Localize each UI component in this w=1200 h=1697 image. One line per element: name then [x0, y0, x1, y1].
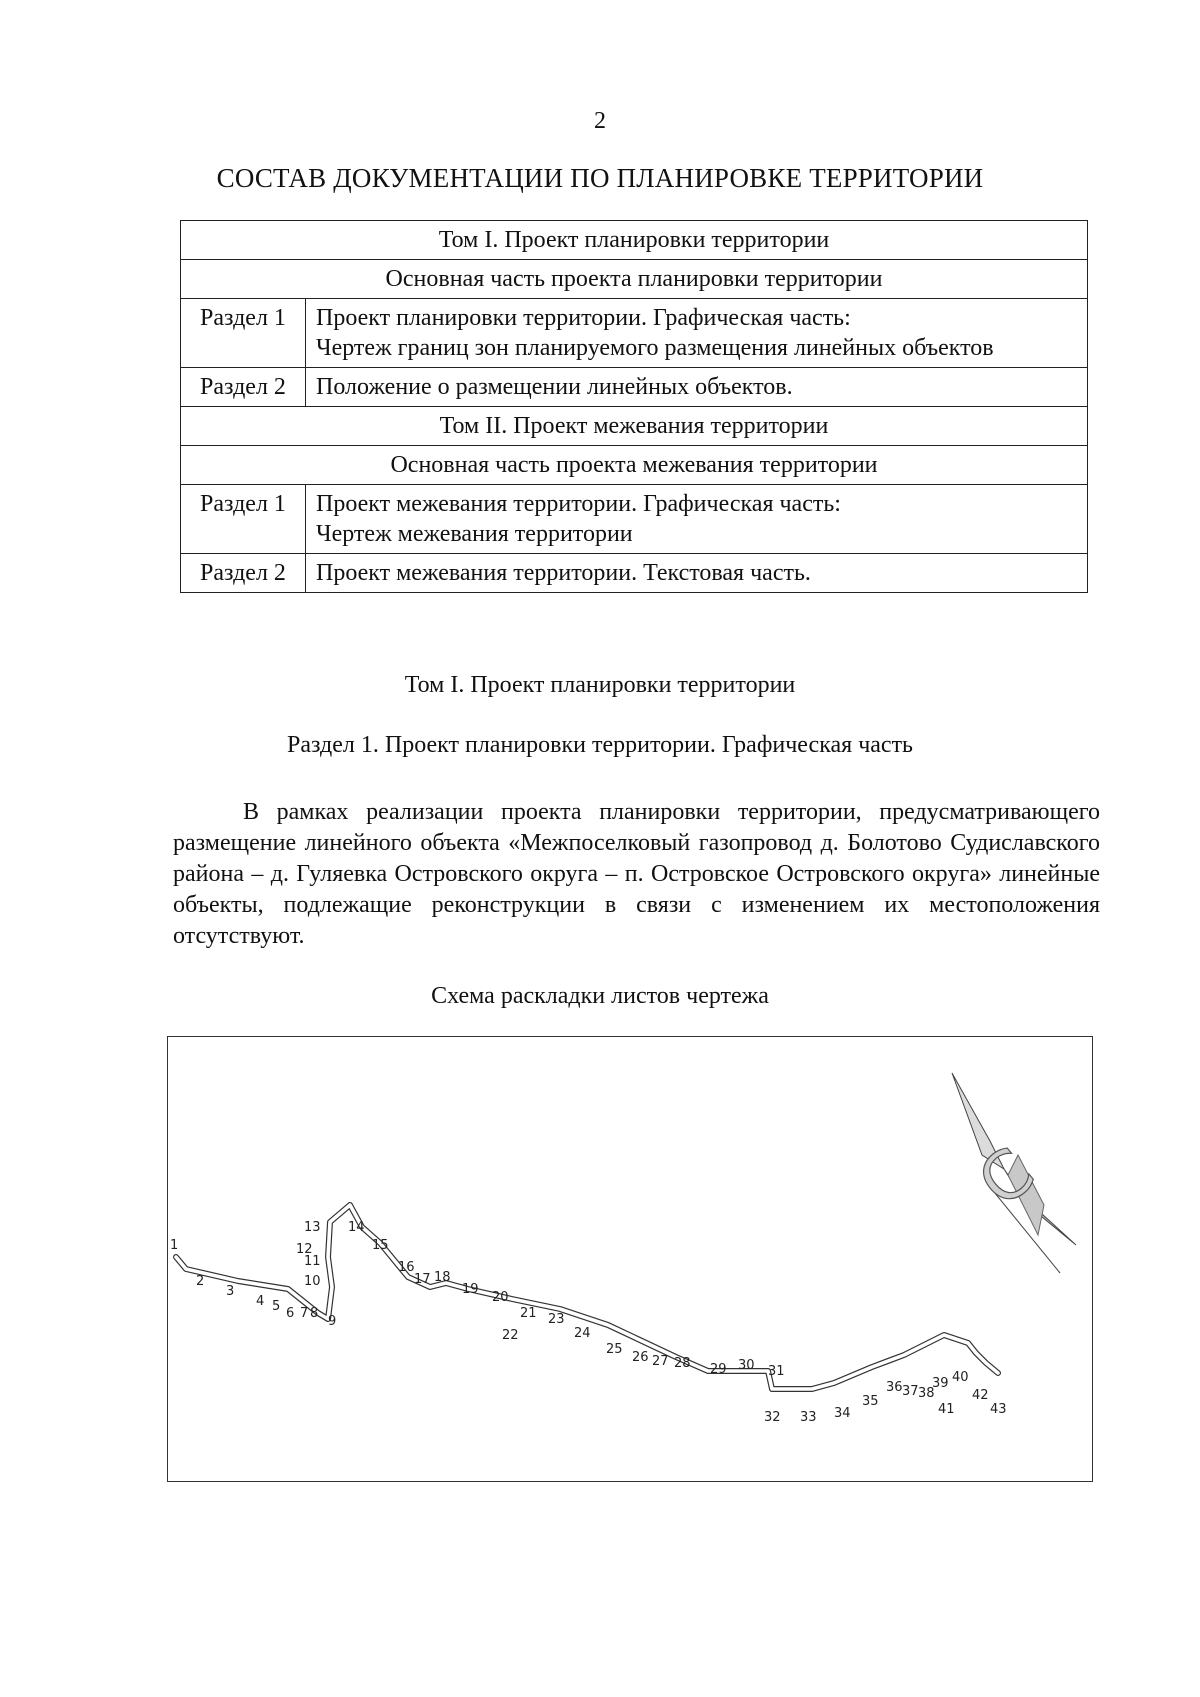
- table-row: [181, 260, 1088, 299]
- sheet-number-label: 41: [938, 1402, 955, 1417]
- sheet-number-label: 19: [462, 1282, 479, 1297]
- table-row: [181, 446, 1088, 485]
- section-description: [306, 299, 1088, 368]
- table-row: [181, 368, 1088, 407]
- contents-table: [180, 220, 1088, 593]
- volume-2-title: Том II. Проект межевания территории: [181, 407, 1088, 446]
- section-description: Проект межевания территории. Текстовая часть.: [306, 554, 1088, 593]
- sheet-number-label: 6: [286, 1306, 295, 1321]
- sheet-number-label: 34: [834, 1406, 851, 1421]
- section-label: Раздел 2: [181, 554, 306, 593]
- sheet-number-label: 32: [764, 1410, 781, 1425]
- body-paragraph: В рамках реализации проекта планировки территории, предусматривающего размещение линейного объекта «Межпоселковый газопровод д. Болотово Судиславского района – д. Гуляевка Островского округа – п. Островское Островского округа» линейные объекты, подлежащие реконструкции в связи с изменением их местоположения отсутствуют.: [173, 799, 1100, 949]
- sheet-number-label: 12: [296, 1242, 313, 1257]
- table-row: [181, 554, 1088, 593]
- sheet-number-label: 28: [674, 1356, 691, 1371]
- sheet-number-label: 24: [574, 1326, 591, 1341]
- document-title: СОСТАВ ДОКУМЕНТАЦИИ ПО ПЛАНИРОВКЕ ТЕРРИТОРИИ: [216, 163, 984, 193]
- sheet-number-label: 26: [632, 1350, 649, 1365]
- scheme-title: Схема раскладки листов чертежа: [431, 983, 769, 1009]
- sheet-number-label: 21: [520, 1306, 537, 1321]
- scheme-drawing: [168, 1037, 1092, 1481]
- sheet-number-label: 29: [710, 1362, 727, 1377]
- section-line: Проект межевания территории. Графическая часть:: [316, 491, 841, 517]
- sheet-number-label: 10: [304, 1274, 321, 1289]
- section-description: Положение о размещении линейных объектов.: [306, 368, 1088, 407]
- sheet-number-label: 38: [918, 1386, 935, 1401]
- sheet-labels: [170, 1220, 1007, 1425]
- section-label: Раздел 1: [181, 485, 306, 554]
- sheet-number-label: 40: [952, 1370, 969, 1385]
- sheet-number-label: 13: [304, 1220, 321, 1235]
- table-row: [181, 485, 1088, 554]
- sheet-number-label: 27: [652, 1354, 669, 1369]
- sheet-number-label: 42: [972, 1388, 989, 1403]
- sheet-number-label: 43: [990, 1402, 1007, 1417]
- sheet-number-label: 16: [398, 1260, 415, 1275]
- sheet-number-label: 31: [768, 1364, 785, 1379]
- sheet-number-label: 36: [886, 1380, 903, 1395]
- table-row: [181, 407, 1088, 446]
- sheet-number-label: 18: [434, 1270, 451, 1285]
- sheet-number-label: 14: [348, 1220, 365, 1235]
- section-label: Раздел 1: [181, 299, 306, 368]
- sheet-number-label: 8: [310, 1306, 319, 1321]
- sheet-number-label: 7: [300, 1306, 309, 1321]
- sheet-number-label: 20: [492, 1290, 509, 1305]
- section-line: Чертеж границ зон планируемого размещения линейных объектов: [316, 335, 994, 361]
- sheet-number-label: 3: [226, 1284, 235, 1299]
- sheet-number-label: 17: [414, 1272, 431, 1287]
- volume-1-main-part: Основная часть проекта планировки территории: [181, 260, 1088, 299]
- section-label: Раздел 2: [181, 368, 306, 407]
- table-row: [181, 299, 1088, 368]
- sheet-number-label: 1: [170, 1238, 179, 1253]
- table-row: [181, 221, 1088, 260]
- section-heading: Раздел 1. Проект планировки территории. Графическая часть: [286, 732, 913, 758]
- volume-2-main-part: Основная часть проекта межевания территории: [181, 446, 1088, 485]
- page-number: 2: [594, 108, 606, 134]
- sheet-number-label: 9: [328, 1314, 337, 1329]
- sheet-number-label: 33: [800, 1410, 817, 1425]
- section-line: Чертеж межевания территории: [316, 521, 633, 547]
- north-label: С: [963, 1133, 1049, 1222]
- sheet-number-label: 35: [862, 1394, 879, 1409]
- sheet-number-label: 23: [548, 1312, 565, 1327]
- section-line: Проект планировки территории. Графическая часть:: [316, 305, 851, 331]
- north-arrow-icon: [952, 1073, 1076, 1273]
- sheet-number-label: 30: [738, 1358, 755, 1373]
- sheet-number-label: 5: [272, 1299, 281, 1314]
- sheet-number-label: 39: [932, 1376, 949, 1391]
- sheet-number-label: 11: [304, 1254, 321, 1269]
- sheet-number-label: 2: [196, 1274, 205, 1289]
- section-description: [306, 485, 1088, 554]
- sheet-number-label: 37: [902, 1384, 919, 1399]
- volume-heading: Том I. Проект планировки территории: [404, 672, 796, 698]
- sheet-number-label: 15: [372, 1238, 389, 1253]
- sheet-layout-scheme: [167, 1036, 1093, 1482]
- sheet-number-label: 4: [256, 1294, 265, 1309]
- sheet-number-label: 25: [606, 1342, 623, 1357]
- volume-1-title: Том I. Проект планировки территории: [181, 221, 1088, 260]
- sheet-number-label: 22: [502, 1328, 519, 1343]
